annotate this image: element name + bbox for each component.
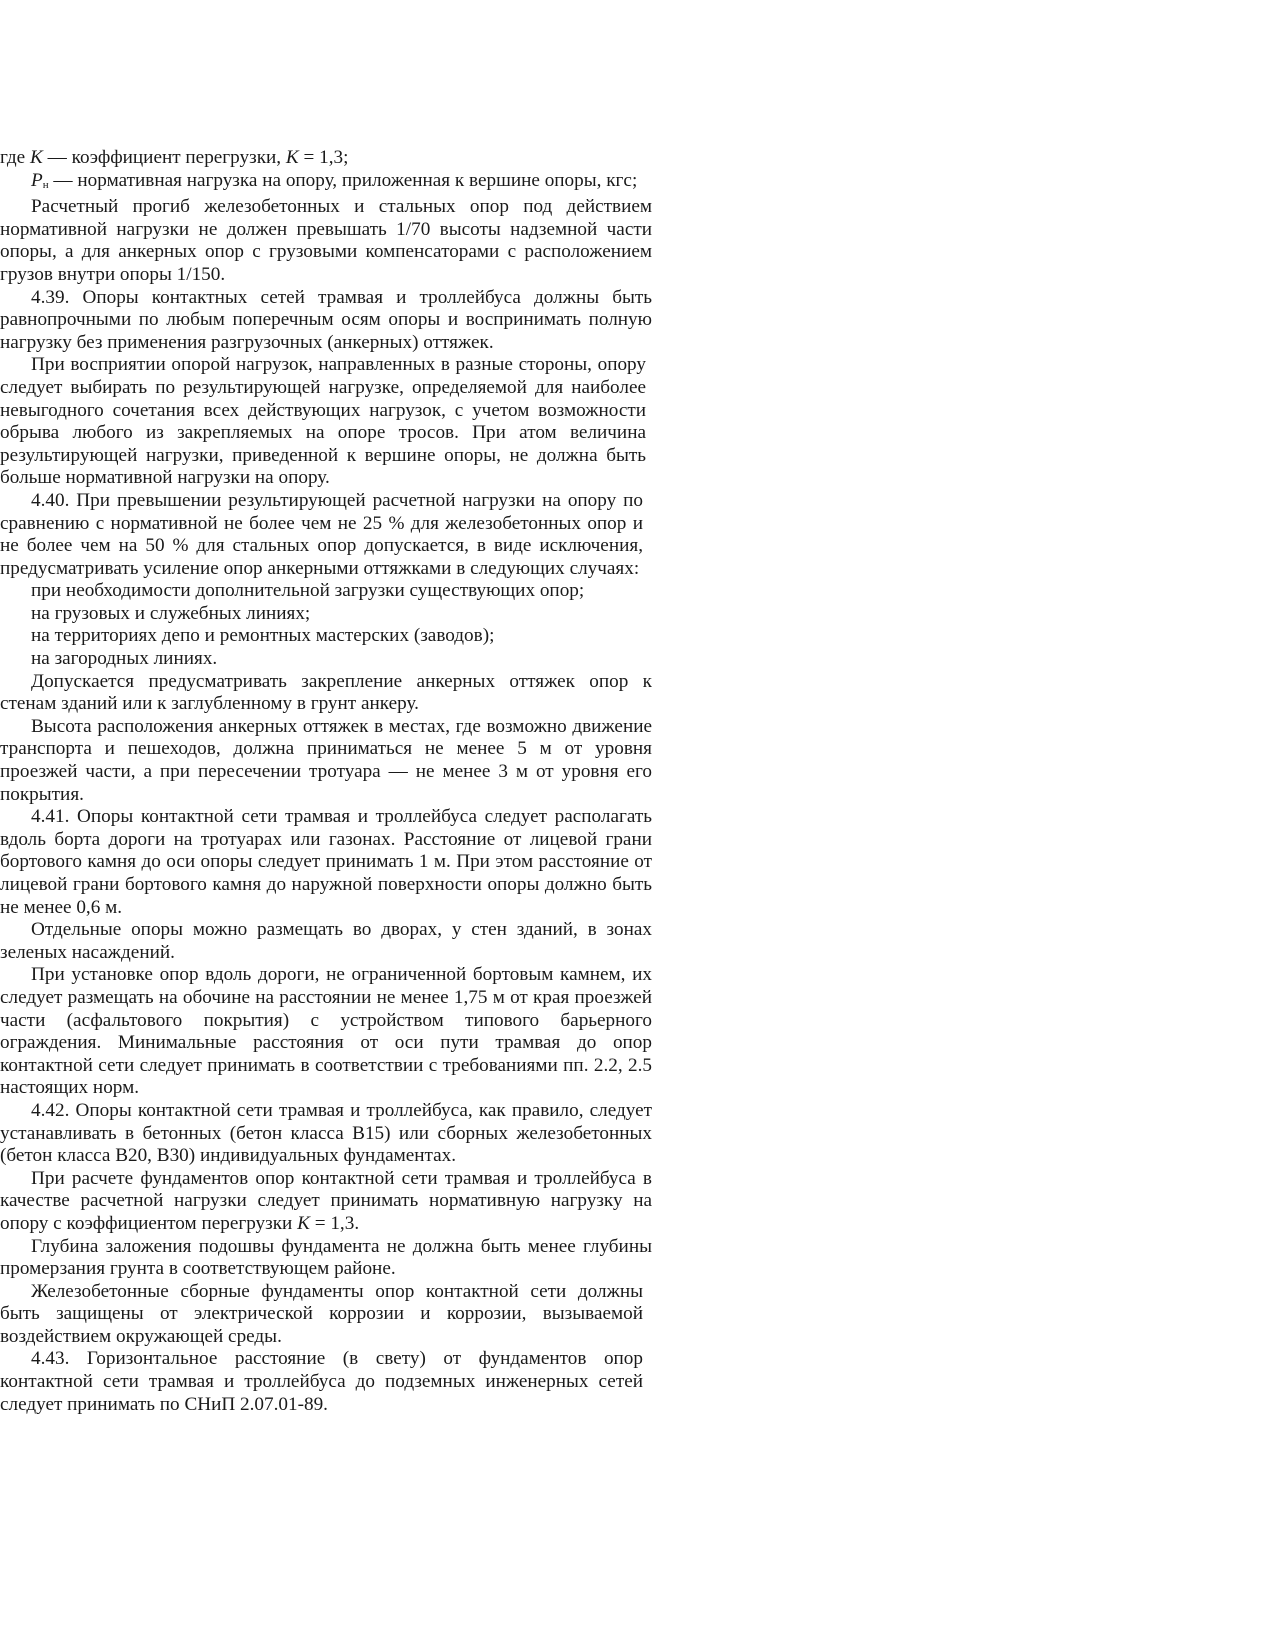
list-item-cargo-lines: на грузовых и служебных линиях; [31,602,311,624]
paragraph-separate-supports: Отдельные опоры можно размещать во дворах, у стен зданий, в зонах зеленых насаждений. [0,919,652,963]
list-item-depot-territories: на территориях депо и ремонтных мастерских (заводов); [31,625,495,647]
paragraph-anchor-fixing: Допускается предусматривать закрепление анкерных оттяжек опор к стенам зданий или к заглубленному в грунт анкеру. [0,670,652,715]
paragraph-4-41: 4.41. Опоры контактной сети трамвая и троллейбуса следует располагать вдоль борта дороги на тротуарах или газонах. Расстояние от лицевой грани бортового камня до оси опоры следует принимать 1 м. При этом расстояние от лицевой грани бортового камня до наружной поверхности опоры должно быть не менее 0,6 м. [0,806,652,918]
paragraph-corrosion: Железобетонные сборные фундаменты опор контактной сети должны быть защищены от электрической коррозии и коррозии, вызываемой воздействием окружающей среды. [0,1280,643,1347]
paragraph-4-42: 4.42. Опоры контактной сети трамвая и троллейбуса, как правило, следует устанавливать в бетонных (бетон класса В15) или сборных железобетонных (бетон класса В20, В30) индивидуальных фундаментах. [0,1099,652,1167]
paragraph-foundation-calc: При расчете фундаментов опор контактной сети трамвая и троллейбуса в качестве расчетной нагрузки следует принимать нормативную нагрузку на опору с коэффициентом перегрузки K = 1,3. [0,1167,652,1234]
paragraph-road-shoulder: При установке опор вдоль дороги, не ограниченной бортовым камнем, их следует размещать на обочине на расстоянии не менее 1,75 м от края проезжей части (асфальтового покрытия) с устройством типового барьерного ограждения. Минимальные расстояния от оси пути трамвая до опор контактной сети следует принимать в соответствии с требованиями пп. 2.2, 2.5 настоящих норм. [0,964,652,1099]
symbol-k: K [30,147,43,168]
paragraph-pn-definition: Pн — нормативная нагрузка на опору, приложенная к вершине опоры, кгс; [31,169,638,191]
list-item-existing-supports: при необходимости дополнительной загрузки существующих опор; [31,580,585,602]
paragraph-deflection: Расчетный прогиб железобетонных и стальных опор под действием нормативной нагрузки не должен превышать 1/70 высоты надземной части опоры, а для анкерных опор с грузовыми компенсаторами с расположением грузов внутри опоры 1/150. [0,196,652,285]
paragraph-anchor-height: Высота расположения анкерных оттяжек в местах, где возможно движение транспорта и пешеходов, должна приниматься не менее 5 м от уровня проезжей части, а при пересечении тротуара — не менее 3 м от уровня его покрытия. [0,715,652,805]
paragraph-foundation-depth: Глубина заложения подошвы фундамента не должна быть менее глубины промерзания грунта в соответствующем районе. [0,1235,652,1280]
list-item-suburban-lines: на загородных линиях. [31,648,218,670]
symbol-k: K [285,147,299,168]
paragraph-4-39: 4.39. Опоры контактных сетей трамвая и троллейбуса должны быть равнопрочными по любым поперечным осям опоры и воспринимать полную нагрузку без применения разгрузочных (анкерных) оттяжек. [0,286,652,353]
subscript-n: н [42,178,49,191]
symbol-p: P [31,169,43,191]
document-page [0,147,652,1416]
symbol-k: K [297,1212,310,1234]
paragraph-resultant-load: При восприятии опорой нагрузок, направленных в разные стороны, опору следует выбирать по результирующей нагрузке, определяемой для наиболее невыгодного сочетания всех действующих нагрузок, с учетом возможности обрыва любого из закрепляемых на опоре тросов. При атом величина результирующей нагрузки, приведенной к вершине опоры, не должна быть больше нормативной нагрузки на опору. [0,354,646,489]
paragraph-where-k: где K — коэффициент перегрузки, K = 1,3; [0,147,349,168]
paragraph-4-43: 4.43. Горизонтальное расстояние (в свету) от фундаментов опор контактной сети трамвая и троллейбуса до подземных инженерных сетей следует принимать по СНиП 2.07.01-89. [0,1348,643,1415]
paragraph-4-40: 4.40. При превышении результирующей расчетной нагрузки на опору по сравнению с нормативной не более чем не 25 % для железобетонных опор и не более чем на 50 % для стальных опор допускается, в виде исключения, предусматривать усиление опор анкерными оттяжками в следующих случаях: [0,489,643,579]
